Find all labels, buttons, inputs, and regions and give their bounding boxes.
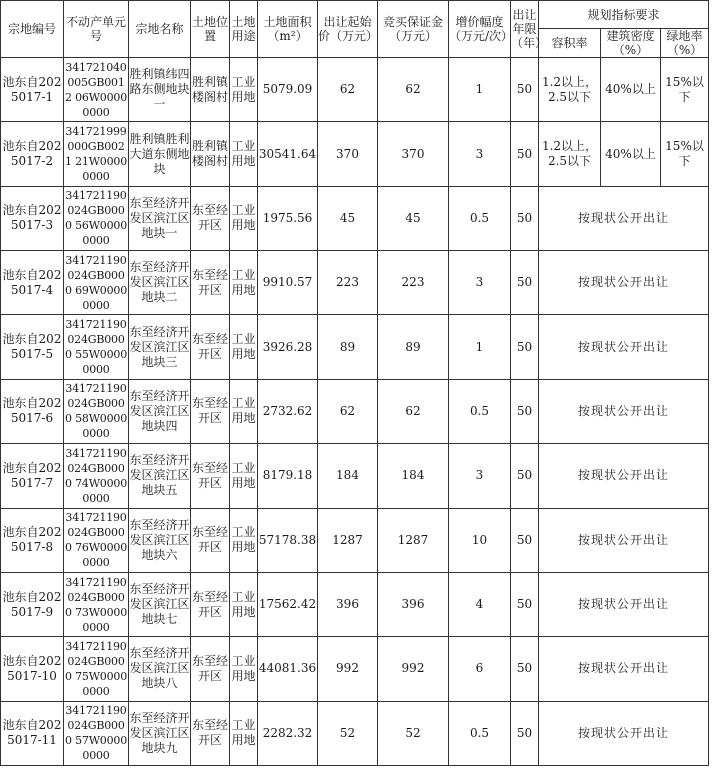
parcel-name-cell: 东至经济开发区滨江区地块二 [129, 251, 191, 315]
planning-note-cell: 按现状公开出让 [539, 508, 709, 572]
term-cell: 50 [511, 186, 539, 250]
unit-no-cell: 341721190024GB0000 73W00000000 [64, 572, 129, 636]
usage-cell: 工业用地 [230, 186, 258, 250]
deposit-cell: 62 [378, 58, 449, 122]
area-cell: 17562.42 [258, 572, 318, 636]
unit-no-cell: 341721190024GB0000 76W00000000 [64, 508, 129, 572]
header-far: 容积率 [539, 29, 601, 58]
term-cell: 50 [511, 701, 539, 765]
deposit-cell: 62 [378, 379, 449, 443]
planning-note-cell: 按现状公开出让 [539, 701, 709, 765]
table-row [1, 186, 709, 250]
parcel-no-cell: 池东自2025017-3 [1, 186, 64, 250]
usage-cell: 工业用地 [230, 58, 258, 122]
start-price-cell: 992 [318, 637, 378, 701]
location-cell: 东至经开区 [191, 379, 230, 443]
start-price-cell: 184 [318, 444, 378, 508]
term-cell: 50 [511, 444, 539, 508]
parcel-no-cell: 池东自2025017-10 [1, 637, 64, 701]
term-cell: 50 [511, 379, 539, 443]
location-cell: 胜利镇楼阁村 [191, 122, 230, 186]
parcel-name-cell: 胜利镇纬四路东侧地块一 [129, 58, 191, 122]
increment-cell: 0.5 [449, 186, 511, 250]
term-cell: 50 [511, 637, 539, 701]
area-cell: 9910.57 [258, 251, 318, 315]
parcel-no-cell: 池东自2025017-8 [1, 508, 64, 572]
area-cell: 3926.28 [258, 315, 318, 379]
far-cell: 1.2以上，2.5以下 [539, 122, 601, 186]
unit-no-cell: 341721190024GB0000 56W00000000 [64, 186, 129, 250]
increment-cell: 3 [449, 444, 511, 508]
planning-note-cell: 按现状公开出让 [539, 572, 709, 636]
deposit-cell: 45 [378, 186, 449, 250]
usage-cell: 工业用地 [230, 251, 258, 315]
planning-note-cell: 按现状公开出让 [539, 315, 709, 379]
increment-cell: 6 [449, 637, 511, 701]
unit-no-cell: 341721190024GB0000 69W00000000 [64, 251, 129, 315]
density-cell: 40%以上 [601, 58, 661, 122]
table-body [1, 58, 709, 766]
table-row [1, 122, 709, 186]
planning-note-cell: 按现状公开出让 [539, 637, 709, 701]
area-cell: 30541.64 [258, 122, 318, 186]
table-row [1, 508, 709, 572]
planning-note-cell: 按现状公开出让 [539, 379, 709, 443]
parcel-no-cell: 池东自2025017-4 [1, 251, 64, 315]
green-cell: 15%以下 [661, 58, 709, 122]
start-price-cell: 45 [318, 186, 378, 250]
parcel-name-cell: 东至经济开发区滨江区地块七 [129, 572, 191, 636]
parcel-name-cell: 东至经济开发区滨江区地块五 [129, 444, 191, 508]
unit-no-cell: 341721190024GB0000 58W00000000 [64, 379, 129, 443]
header-start-price: 出让起始价（万元） [318, 1, 378, 58]
density-cell: 40%以上 [601, 122, 661, 186]
unit-no-cell: 341721999000GB0021 21W00000000 [64, 122, 129, 186]
deposit-cell: 223 [378, 251, 449, 315]
table-row [1, 637, 709, 701]
usage-cell: 工业用地 [230, 444, 258, 508]
location-cell: 东至经开区 [191, 572, 230, 636]
header-parcel-name: 宗地名称 [129, 1, 191, 58]
header-increment: 增价幅度（万元/次） [449, 1, 511, 58]
deposit-cell: 184 [378, 444, 449, 508]
area-cell: 8179.18 [258, 444, 318, 508]
unit-no-cell: 341721190024GB0000 75W00000000 [64, 637, 129, 701]
table-row [1, 444, 709, 508]
start-price-cell: 396 [318, 572, 378, 636]
increment-cell: 0.5 [449, 379, 511, 443]
usage-cell: 工业用地 [230, 637, 258, 701]
header-green: 绿地率（%） [661, 29, 709, 58]
table-row [1, 58, 709, 122]
table-row [1, 251, 709, 315]
parcel-no-cell: 池东自2025017-9 [1, 572, 64, 636]
increment-cell: 0.5 [449, 701, 511, 765]
header-unit-no: 不动产单元号 [64, 1, 129, 58]
parcel-no-cell: 池东自2025017-1 [1, 58, 64, 122]
parcel-no-cell: 池东自2025017-5 [1, 315, 64, 379]
usage-cell: 工业用地 [230, 379, 258, 443]
area-cell: 44081.36 [258, 637, 318, 701]
parcel-name-cell: 东至经济开发区滨江区地块四 [129, 379, 191, 443]
term-cell: 50 [511, 251, 539, 315]
location-cell: 东至经开区 [191, 315, 230, 379]
location-cell: 东至经开区 [191, 701, 230, 765]
location-cell: 东至经开区 [191, 508, 230, 572]
deposit-cell: 396 [378, 572, 449, 636]
deposit-cell: 89 [378, 315, 449, 379]
unit-no-cell: 341721190024GB0000 57W00000000 [64, 701, 129, 765]
unit-no-cell: 341721190024GB0000 74W00000000 [64, 444, 129, 508]
term-cell: 50 [511, 572, 539, 636]
start-price-cell: 62 [318, 379, 378, 443]
far-cell: 1.2以上，2.5以下 [539, 58, 601, 122]
parcel-no-cell: 池东自2025017-2 [1, 122, 64, 186]
deposit-cell: 370 [378, 122, 449, 186]
parcel-name-cell: 东至经济开发区滨江区地块六 [129, 508, 191, 572]
area-cell: 2732.62 [258, 379, 318, 443]
area-cell: 1975.56 [258, 186, 318, 250]
parcel-no-cell: 池东自2025017-11 [1, 701, 64, 765]
header-parcel-no: 宗地编号 [1, 1, 64, 58]
deposit-cell: 52 [378, 701, 449, 765]
usage-cell: 工业用地 [230, 122, 258, 186]
area-cell: 57178.38 [258, 508, 318, 572]
header-deposit: 竞买保证金（万元） [378, 1, 449, 58]
increment-cell: 3 [449, 251, 511, 315]
parcel-no-cell: 池东自2025017-6 [1, 379, 64, 443]
location-cell: 胜利镇楼阁村 [191, 58, 230, 122]
green-cell: 15%以下 [661, 122, 709, 186]
unit-no-cell: 341721040005GB0012 06W00000000 [64, 58, 129, 122]
parcel-name-cell: 东至经济开发区滨江区地块八 [129, 637, 191, 701]
header-row-1 [1, 1, 709, 29]
header-term: 出让年限（年） [511, 1, 539, 58]
parcel-name-cell: 东至经济开发区滨江区地块三 [129, 315, 191, 379]
increment-cell: 10 [449, 508, 511, 572]
usage-cell: 工业用地 [230, 508, 258, 572]
increment-cell: 1 [449, 315, 511, 379]
start-price-cell: 62 [318, 58, 378, 122]
location-cell: 东至经开区 [191, 637, 230, 701]
increment-cell: 4 [449, 572, 511, 636]
parcel-no-cell: 池东自2025017-7 [1, 444, 64, 508]
start-price-cell: 370 [318, 122, 378, 186]
start-price-cell: 89 [318, 315, 378, 379]
increment-cell: 1 [449, 58, 511, 122]
header-usage: 土地用途 [230, 1, 258, 58]
planning-note-cell: 按现状公开出让 [539, 444, 709, 508]
usage-cell: 工业用地 [230, 701, 258, 765]
header-planning: 规划指标要求 [539, 1, 709, 29]
term-cell: 50 [511, 508, 539, 572]
term-cell: 50 [511, 315, 539, 379]
planning-note-cell: 按现状公开出让 [539, 251, 709, 315]
parcel-name-cell: 胜利镇胜利大道东侧地块 [129, 122, 191, 186]
unit-no-cell: 341721190024GB0000 55W00000000 [64, 315, 129, 379]
location-cell: 东至经开区 [191, 186, 230, 250]
area-cell: 2282.32 [258, 701, 318, 765]
start-price-cell: 1287 [318, 508, 378, 572]
header-density: 建筑密度（%） [601, 29, 661, 58]
usage-cell: 工业用地 [230, 572, 258, 636]
term-cell: 50 [511, 58, 539, 122]
table-row [1, 379, 709, 443]
header-location: 土地位置 [191, 1, 230, 58]
start-price-cell: 52 [318, 701, 378, 765]
deposit-cell: 1287 [378, 508, 449, 572]
increment-cell: 3 [449, 122, 511, 186]
location-cell: 东至经开区 [191, 251, 230, 315]
header-area: 土地面积（m²） [258, 1, 318, 58]
location-cell: 东至经开区 [191, 444, 230, 508]
deposit-cell: 992 [378, 637, 449, 701]
table-row [1, 572, 709, 636]
term-cell: 50 [511, 122, 539, 186]
area-cell: 5079.09 [258, 58, 318, 122]
table-row [1, 701, 709, 765]
start-price-cell: 223 [318, 251, 378, 315]
parcel-name-cell: 东至经济开发区滨江区地块一 [129, 186, 191, 250]
table-row [1, 315, 709, 379]
parcel-name-cell: 东至经济开发区滨江区地块九 [129, 701, 191, 765]
planning-note-cell: 按现状公开出让 [539, 186, 709, 250]
usage-cell: 工业用地 [230, 315, 258, 379]
